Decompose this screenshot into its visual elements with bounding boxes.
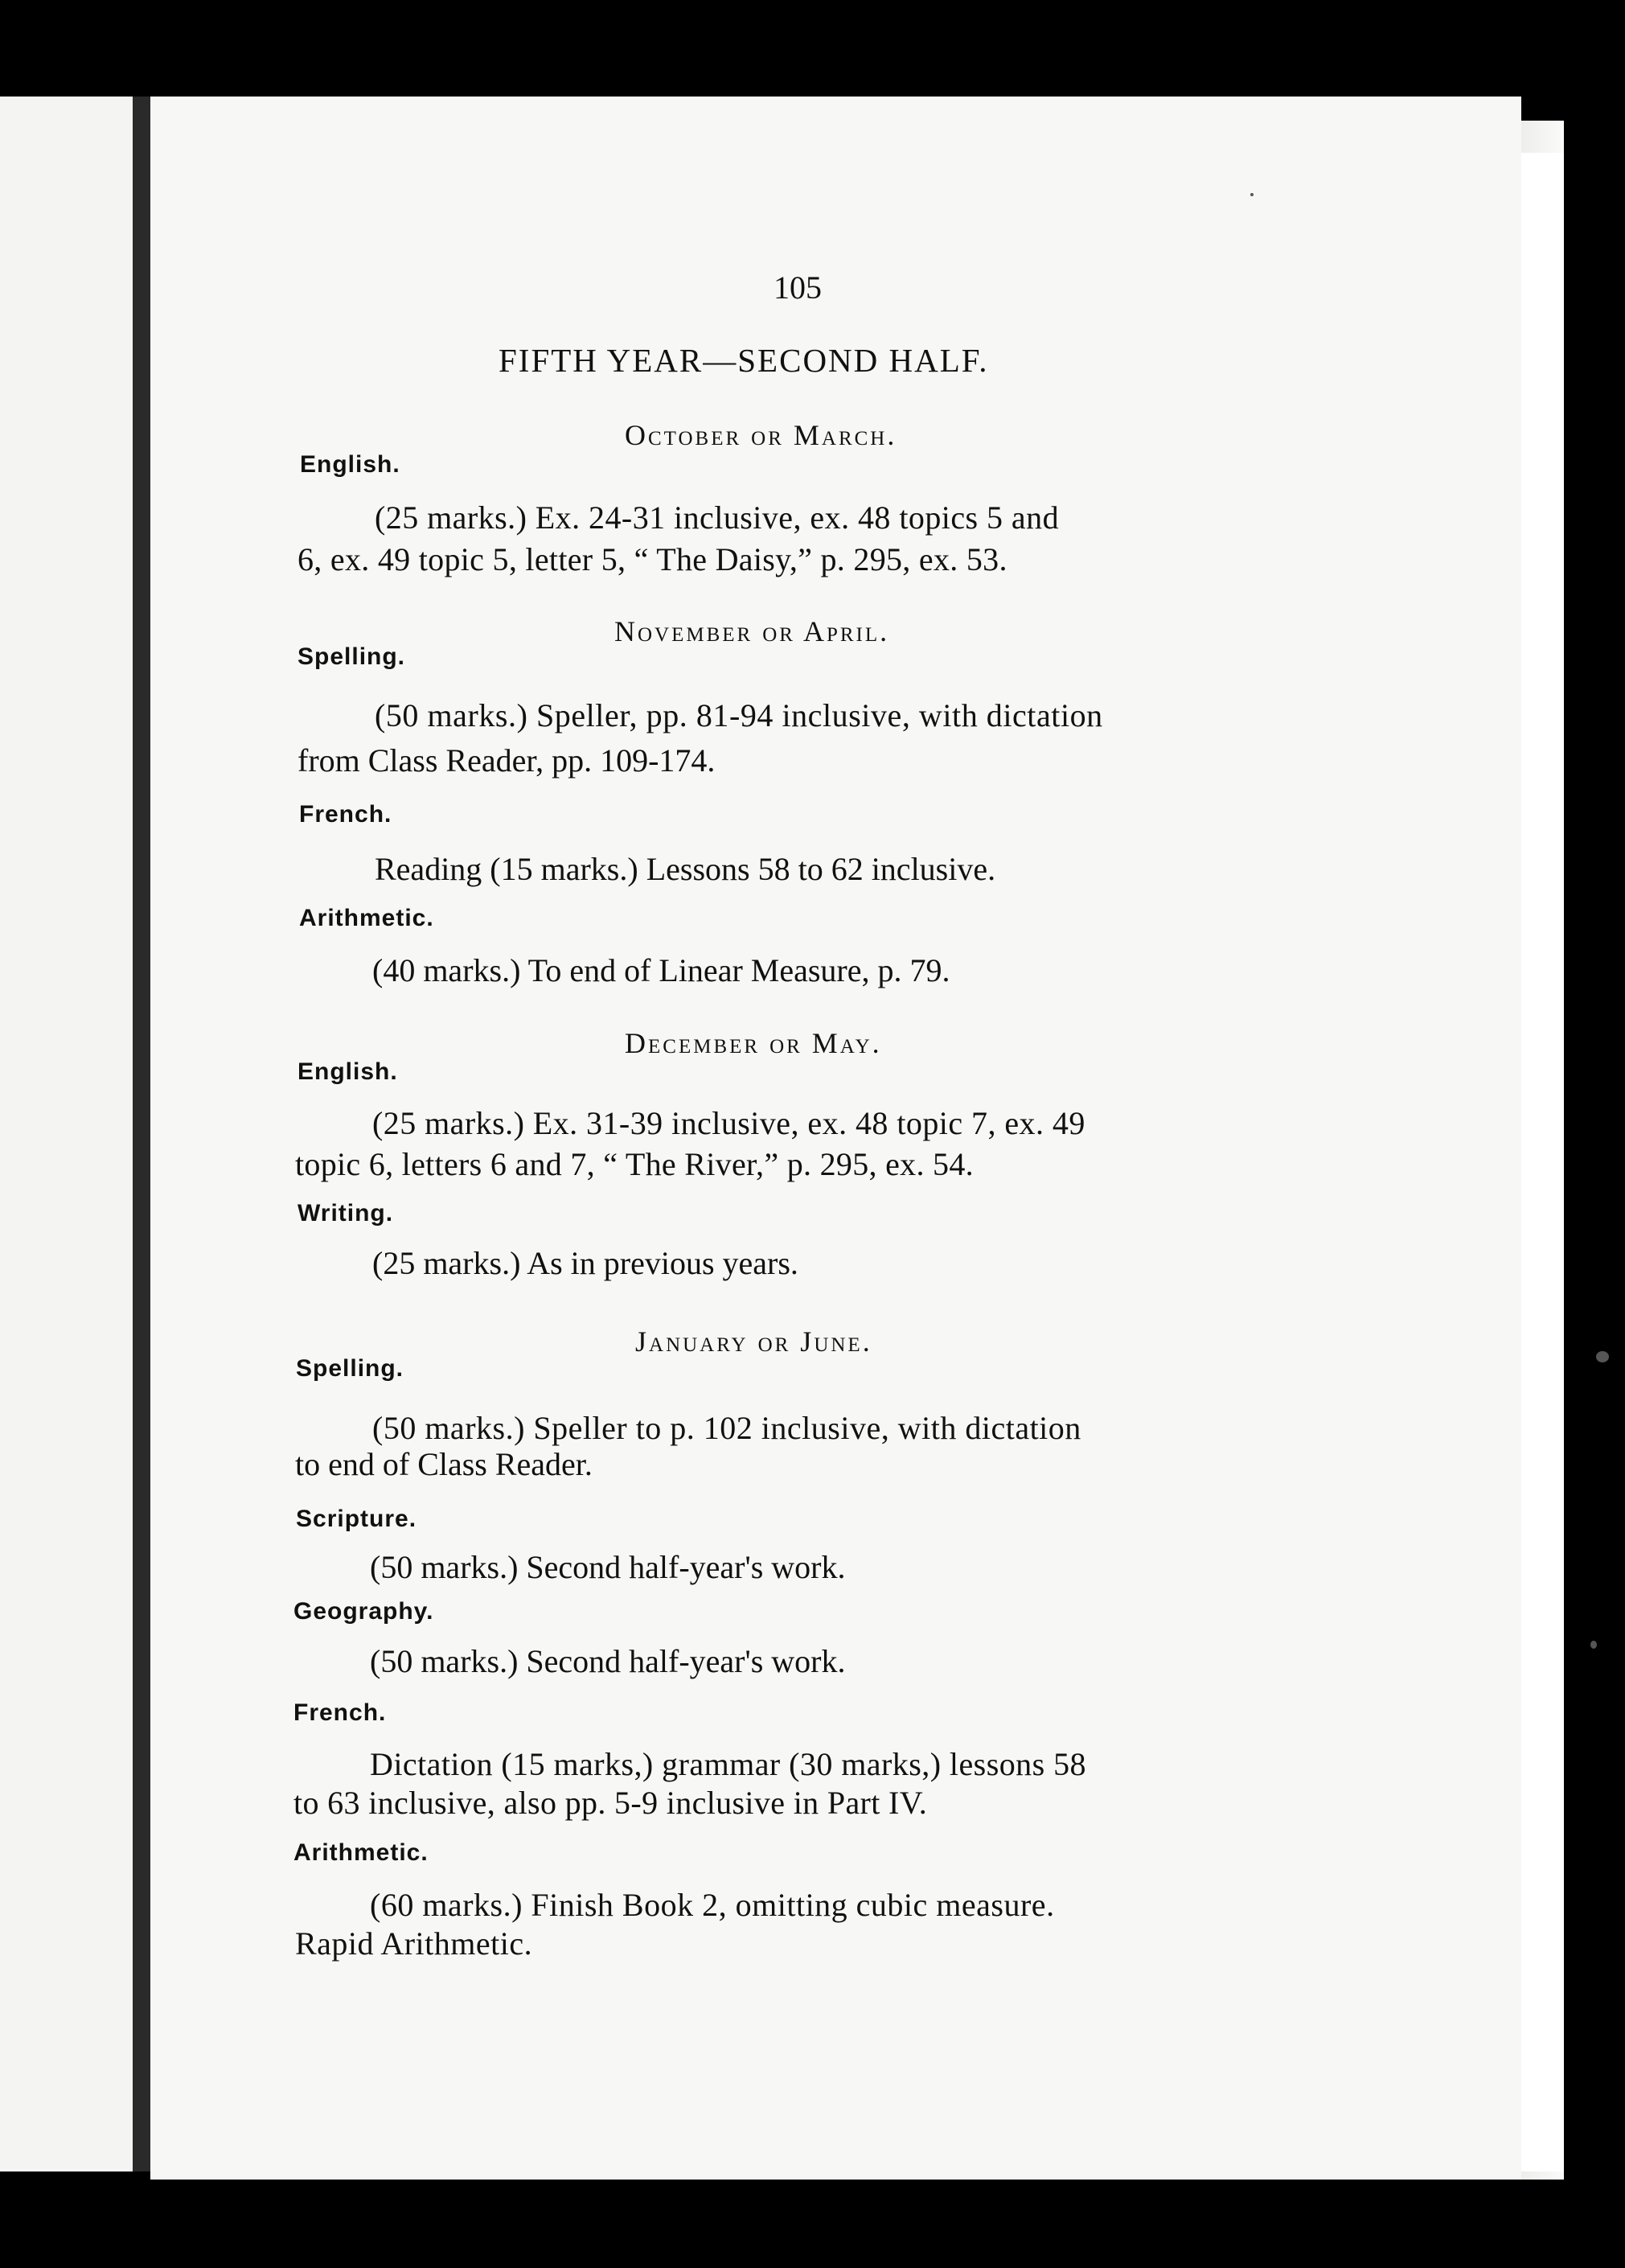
subject-heading: Spelling. bbox=[296, 1355, 404, 1382]
subject-heading: French. bbox=[299, 801, 392, 828]
page-edge bbox=[1520, 153, 1564, 2171]
text-line: Dictation (15 marks,) grammar (30 marks,) lessons 58 bbox=[370, 1746, 1086, 1782]
subject-heading: Spelling. bbox=[298, 643, 406, 670]
month-heading: October or March. bbox=[625, 419, 897, 451]
subject-heading: English. bbox=[298, 1058, 398, 1085]
subject-heading: French. bbox=[293, 1699, 387, 1726]
subject-heading: Arithmetic. bbox=[299, 905, 434, 931]
text-line: 6, ex. 49 topic 5, letter 5, “ The Daisy,” p. 295, ex. 53. bbox=[298, 541, 1007, 577]
text-line: (25 marks.) As in previous years. bbox=[372, 1245, 798, 1281]
text-line: (25 marks.) Ex. 31-39 inclusive, ex. 48 topic 7, ex. 49 bbox=[372, 1105, 1085, 1141]
text-line: (40 marks.) To end of Linear Measure, p. 79. bbox=[372, 952, 950, 988]
text-line: (50 marks.) Speller to p. 102 inclusive, with dictation bbox=[372, 1410, 1081, 1446]
book-spine-gutter bbox=[133, 97, 150, 2171]
subject-heading: Geography. bbox=[293, 1598, 434, 1625]
month-heading: December or May. bbox=[625, 1027, 882, 1059]
subject-heading: Writing. bbox=[298, 1200, 394, 1226]
text-line: topic 6, letters 6 and 7, “ The River,” p. 295, ex. 54. bbox=[295, 1146, 974, 1182]
month-heading: November or April. bbox=[614, 615, 890, 647]
text-line: (50 marks.) Speller, pp. 81-94 inclusive, with dictation bbox=[375, 697, 1103, 733]
text-line: Reading (15 marks.) Lessons 58 to 62 inclusive. bbox=[375, 851, 996, 887]
page-title: FIFTH YEAR—SECOND HALF. bbox=[499, 342, 989, 379]
text-line: to end of Class Reader. bbox=[295, 1446, 593, 1482]
text-line: (25 marks.) Ex. 24-31 inclusive, ex. 48 topics 5 and bbox=[375, 499, 1060, 536]
subject-heading: Scripture. bbox=[296, 1506, 417, 1532]
text-line: Rapid Arithmetic. bbox=[295, 1925, 533, 1962]
subject-heading: Arithmetic. bbox=[293, 1839, 429, 1866]
scan-speck bbox=[1596, 1351, 1609, 1362]
subject-heading: English. bbox=[300, 451, 400, 478]
text-line: to 63 inclusive, also pp. 5-9 inclusive in Part IV. bbox=[293, 1785, 928, 1821]
text-line: (50 marks.) Second half-year's work. bbox=[370, 1549, 846, 1585]
scan-speck bbox=[1590, 1641, 1597, 1649]
page-number: 105 bbox=[774, 269, 822, 306]
text-line: (50 marks.) Second half-year's work. bbox=[370, 1643, 846, 1679]
left-page-margin bbox=[0, 97, 133, 2171]
text-line: from Class Reader, pp. 109-174. bbox=[298, 742, 716, 779]
scan-speck bbox=[1250, 193, 1254, 196]
month-heading: January or June. bbox=[635, 1325, 872, 1358]
text-line: (60 marks.) Finish Book 2, omitting cubic measure. bbox=[370, 1887, 1055, 1923]
